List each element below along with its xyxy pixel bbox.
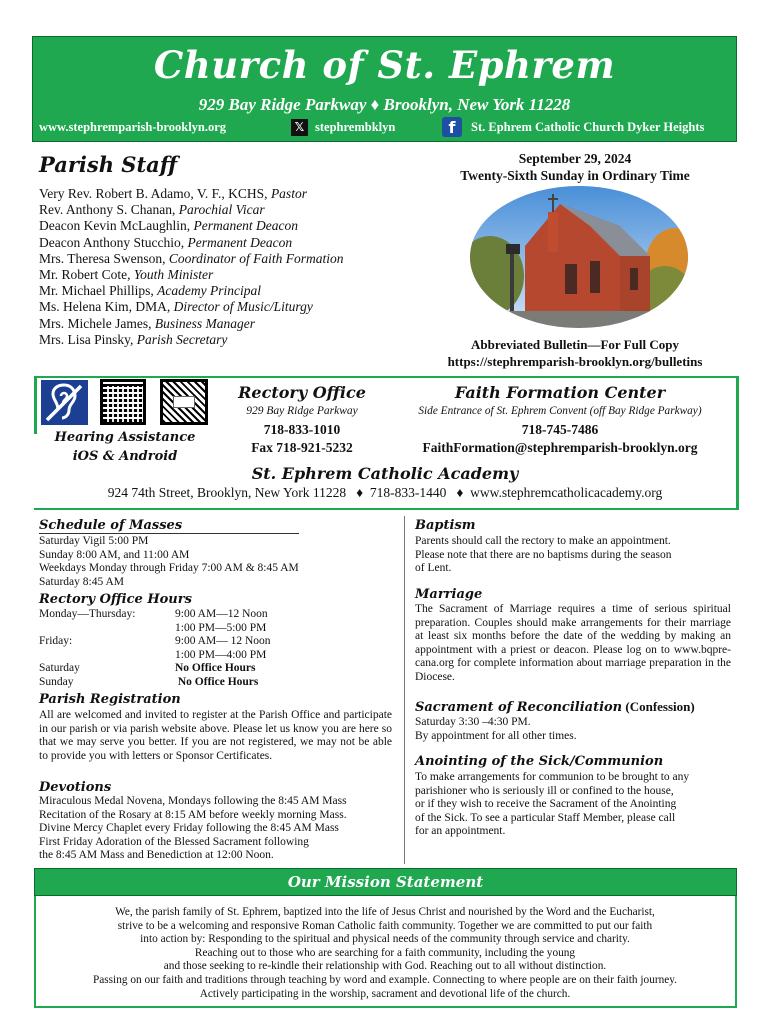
office-hours-time: 1:00 PM—4:00 PM	[175, 648, 267, 661]
staff-role: Business Manager	[154, 315, 255, 331]
bulletin-date	[420, 150, 730, 184]
staff-name: Ms. Helena Kim, DMA,	[39, 299, 174, 315]
staff-name: Very Rev. Robert B. Adamo, V. F., KCHS,	[39, 186, 271, 201]
masses-heading: Schedule of Masses	[39, 518, 183, 533]
website-link[interactable]: www.stephremparish-brooklyn.org	[39, 120, 227, 134]
baptism-heading: Baptism	[415, 518, 476, 533]
date-line: September 29, 2024	[518, 151, 632, 166]
abbreviated-bulletin-line: Abbreviated Bulletin—For Full Copy	[471, 337, 679, 352]
faith-formation-heading: Faith Formation Center	[454, 383, 666, 402]
mission-banner	[34, 868, 737, 896]
faith-formation-phone[interactable]: 718-745-7486	[521, 422, 599, 437]
rectory-phone[interactable]: 718-833-1010	[263, 422, 341, 437]
contact-box-bottom-border	[34, 508, 739, 510]
reconciliation-heading-wrap	[415, 699, 695, 715]
rectory-fax: Fax 718-921-5232	[251, 440, 353, 455]
anointing-line: To make arrangements for communion to be brought to any	[415, 771, 690, 783]
baptism-line: Please note that there are no baptisms during the season	[415, 548, 672, 561]
reconciliation-heading-suffix: (Confession)	[622, 699, 695, 714]
staff-role: Pastor	[270, 186, 307, 201]
office-hours-row	[39, 635, 339, 649]
staff-name: Mrs. Lisa Pinsky,	[39, 331, 137, 347]
mass-time-line: Saturday 8:45 AM	[39, 575, 124, 588]
reconciliation-line: By appointment for all other times.	[415, 729, 577, 742]
staff-role: Youth Minister	[133, 267, 214, 283]
staff-role: Permanent Deacon	[187, 234, 293, 250]
church-building-illustration	[470, 186, 688, 328]
office-hours-heading: Rectory Office Hours	[39, 592, 192, 607]
staff-member	[39, 251, 344, 267]
x-icon[interactable]: 𝕏	[291, 119, 308, 136]
office-hours-table	[39, 608, 339, 690]
staff-name: Rev. Anthony S. Chanan,	[39, 202, 179, 218]
office-hours-time: No Office Hours	[175, 662, 256, 675]
devotion-line: the 8:45 AM Mass and Benediction at 12:00 Noon.	[39, 849, 274, 862]
staff-member	[39, 316, 344, 332]
anointing-line: or if they wish to receive the Sacrament of the Anointing	[415, 798, 677, 811]
staff-name: Mrs. Michele James,	[39, 315, 155, 331]
masses-rule	[39, 533, 299, 534]
staff-name: Mrs. Theresa Swenson,	[39, 250, 169, 266]
rectory-office-heading: Rectory Office	[238, 383, 366, 402]
office-hours-row	[39, 676, 339, 690]
staff-role: Parish Secretary	[136, 331, 228, 347]
office-hours-time: 9:00 AM—12 Noon	[175, 608, 268, 620]
staff-member	[39, 267, 344, 283]
liturgical-day: Twenty-Sixth Sunday in Ordinary Time	[460, 168, 690, 183]
office-hours-day: Friday:	[39, 635, 73, 648]
office-hours-row	[39, 608, 339, 622]
masses-list	[39, 535, 299, 589]
office-hours-day: Sunday	[39, 675, 74, 688]
staff-name: Deacon Kevin McLaughlin,	[39, 218, 194, 234]
mission-heading: Our Mission Statement	[287, 873, 484, 891]
faith-formation-address: Side Entrance of St. Ephrem Convent (off Bay Ridge Parkway)	[418, 405, 702, 417]
anointing-line: parishioner who is seriously ill or confined to the house,	[415, 784, 674, 797]
hearing-assistance-label: Hearing Assistance	[54, 430, 196, 445]
devotion-line: Recitation of the Rosary at 8:15 AM before weekly morning Mass.	[39, 808, 347, 821]
anointing-text	[415, 771, 689, 839]
mission-line: into action by: Responding to the spiritual and physical needs of the community through service and charity.	[140, 933, 630, 946]
baptism-line: of Lent.	[415, 562, 452, 575]
staff-name: Mr. Michael Phillips,	[39, 283, 158, 299]
registration-heading: Parish Registration	[39, 692, 181, 707]
reconciliation-heading: Sacrament of Reconciliation	[415, 700, 623, 715]
facebook-icon[interactable]: f	[442, 117, 462, 137]
mission-line: Passing on our faith and traditions through teaching by word and example. Connecting to where people are on their faith journey.	[92, 973, 678, 986]
hearing-platforms-label: iOS & Android	[72, 449, 178, 464]
staff-role: Academy Principal	[157, 283, 261, 299]
contact-box-left-border	[34, 376, 37, 434]
mass-time-line: Sunday 8:00 AM, and 11:00 AM	[39, 548, 190, 561]
facebook-link[interactable]: St. Ephrem Catholic Church Dyker Heights	[471, 120, 705, 134]
header-banner	[32, 36, 737, 142]
mission-line: Actively participating in the worship, sacrament and devotional life of the church.	[199, 987, 571, 1000]
staff-name: Mr. Robert Cote,	[39, 267, 134, 283]
church-title: Church of St. Ephrem	[153, 43, 616, 87]
mass-time-line: Saturday Vigil 5:00 PM	[39, 535, 149, 547]
office-hours-day: Saturday	[39, 662, 80, 675]
ios-qr-code[interactable]	[100, 379, 146, 425]
abbreviated-bulletin-note	[410, 336, 740, 370]
staff-role: Parochial Vicar	[178, 202, 265, 218]
hearing-assistance-icon	[41, 380, 88, 425]
staff-name: Deacon Anthony Stucchio,	[39, 234, 188, 250]
hearing-assistance-text	[50, 428, 200, 466]
baptism-text	[415, 535, 671, 576]
staff-member	[39, 186, 344, 202]
staff-member	[39, 332, 344, 348]
staff-member	[39, 299, 344, 315]
staff-role: Coordinator of Faith Formation	[168, 250, 344, 266]
office-hours-row	[39, 662, 339, 676]
column-divider	[404, 516, 405, 864]
office-hours-row	[39, 622, 339, 636]
academy-heading: St. Ephrem Catholic Academy	[251, 464, 519, 483]
staff-member	[39, 283, 344, 299]
church-address: 929 Bay Ridge Parkway ♦ Brooklyn, New York 11228	[198, 95, 571, 114]
android-qr-code[interactable]	[160, 379, 208, 425]
mission-line: strive to be a welcoming and responsive Roman Catholic faith community. Together we are committed to put our faith	[117, 919, 653, 932]
mission-text	[40, 906, 730, 1001]
anointing-line: for an appointment.	[415, 825, 506, 838]
anointing-line: of the Sick. To see a particular Staff Member, please call	[415, 811, 676, 824]
devotion-line: First Friday Adoration of the Blessed Sacrament following	[39, 835, 309, 848]
mission-line: and those seeking to re-kindle their relationship with God. Reaching out to all without distinction.	[163, 960, 607, 973]
mission-line: We, the parish family of St. Ephrem, baptized into the life of Jesus Christ and nourished by the Word and the Eucharist,	[115, 906, 655, 918]
staff-member	[39, 202, 344, 218]
staff-role: Director of Music/Liturgy	[173, 299, 313, 315]
contact-box-top-border	[34, 376, 739, 378]
reconciliation-text	[415, 716, 577, 743]
mission-line: Reaching out to those who are searching for a faith community, including the young	[194, 946, 576, 959]
devotions-list	[39, 795, 347, 863]
office-hours-time: 9:00 AM— 12 Noon	[175, 635, 271, 648]
staff-list	[39, 186, 344, 348]
office-hours-time: No Office Hours	[175, 675, 259, 688]
x-handle-link[interactable]: stephrembklyn	[315, 120, 396, 134]
rectory-address: 929 Bay Ridge Parkway	[246, 405, 358, 417]
marriage-heading: Marriage	[415, 587, 483, 602]
bulletin-url[interactable]: https://stephremparish-brooklyn.org/bulletins	[447, 354, 703, 369]
staff-member	[39, 218, 344, 234]
faith-formation-contact	[385, 421, 735, 457]
devotion-line: Divine Mercy Chaplet every Friday following the 8:45 AM Mass	[39, 822, 339, 835]
devotions-heading: Devotions	[39, 780, 112, 795]
rectory-contact	[232, 421, 372, 457]
office-hours-row	[39, 649, 339, 663]
mass-time-line: Weekdays Monday through Friday 7:00 AM & 8:45 AM	[39, 562, 299, 575]
header-links	[33, 119, 736, 137]
parish-staff-heading: Parish Staff	[39, 152, 178, 177]
academy-contact-line: 924 74th Street, Brooklyn, New York 11228 ♦ 718-833-1440 ♦ www.stephremcatholicacademy.org	[107, 485, 663, 500]
staff-role: Permanent Deacon	[193, 218, 299, 234]
office-hours-time: 1:00 PM—5:00 PM	[175, 621, 267, 634]
marriage-text: The Sacrament of Marriage requires a time of serious spiritual preparation. Couples should make arrangements for their marriage at least six months before the date of the wedding by making an appointment with a priest or deacon. Please log on to www.bqpre-cana.org for complete information about marriage preparation in the Diocese.	[415, 603, 731, 683]
registration-text: All are welcomed and invited to register at the Parish Office and participate in our parish or via parish website above. Please let us know you are here so that we may serve you better. If you are not registered, we may not be able to provide you with letters or Sponsor Certificates.	[39, 709, 392, 762]
staff-member	[39, 235, 344, 251]
anointing-heading: Anointing of the Sick/Communion	[415, 754, 664, 769]
reconciliation-line: Saturday 3:30 –4:30 PM.	[415, 716, 531, 728]
office-hours-day: Monday—Thursday:	[39, 608, 136, 620]
baptism-line: Parents should call the rectory to make an appointment.	[415, 535, 671, 547]
devotion-line: Miraculous Medal Novena, Mondays following the 8:45 AM Mass	[39, 795, 347, 807]
church-photo	[470, 186, 688, 328]
faith-formation-email[interactable]: FaithFormation@stephremparish-brooklyn.org	[422, 440, 698, 455]
